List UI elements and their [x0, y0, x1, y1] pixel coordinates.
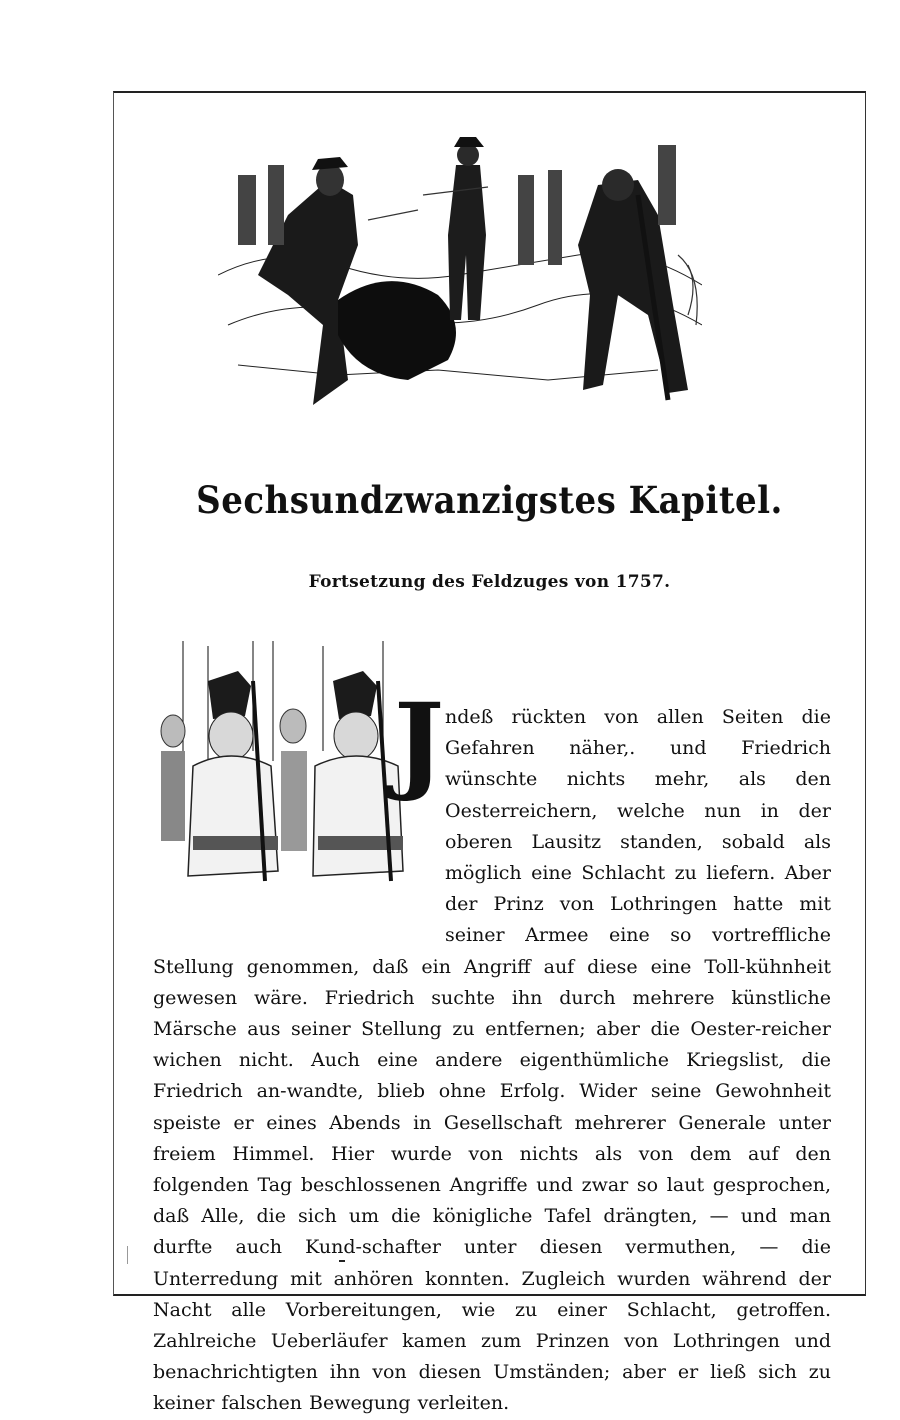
chapter-title: Sechsundzwanzigstes Kapitel.: [196, 478, 783, 522]
chapter-subtitle: Fortsetzung des Feldzuges von 1757.: [308, 572, 671, 592]
illustration-float-spacer: [153, 702, 445, 948]
chapter-body: [153, 702, 831, 1420]
body-paragraph: ndeß rückten von allen Seiten die Gefahren näher,. und Friedrich wünschte nichts mehr, als den Oesterreichern, welche nun in der oberen Lausitz standen, sobald als möglich eine Schlacht zu liefern. Aber der Prinz von Lothringen hatte mit seiner Armee eine so vortreffliche Stellung genommen, daß ein Angriff auf diese eine Toll-kühnheit gewesen wäre. Friedrich suchte ihn durch mehrere künstliche Märsche aus seiner Stellung zu entfernen; aber die Oester-reicher wichen nicht. Auch eine andere eigenthümliche Kriegslist, die Friedrich an-wandte, blieb ohne Erfolg. Wider seine Gewohnheit speiste er eines Abends in Gesellschaft mehrerer Generale unter freiem Himmel. Hier wurde von nichts als von dem auf den folgenden Tag beschlossenen Angriffe und zwar so laut gesprochen, daß Alle, die sich um die königliche Tafel drängten, — und man durfte auch Kund-schafter unter diesen vermuthen, — die Unterredung mit anhören konnten. Zugleich wurden während der Nacht alle Vorbereitungen, wie zu einer Schlacht, getroffen. Zahlreiche Ueberläufer kamen zum Prinzen von Lothringen und benachrichtigten ihn von diesen Umständen; aber er ließ sich zu keiner falschen Bewegung verleiten.: [153, 706, 831, 1415]
drop-cap: J: [394, 679, 445, 804]
page-mark: [339, 1260, 345, 1262]
margin-tick: [127, 1246, 128, 1264]
header-illustration-camp-scene: [218, 125, 702, 410]
